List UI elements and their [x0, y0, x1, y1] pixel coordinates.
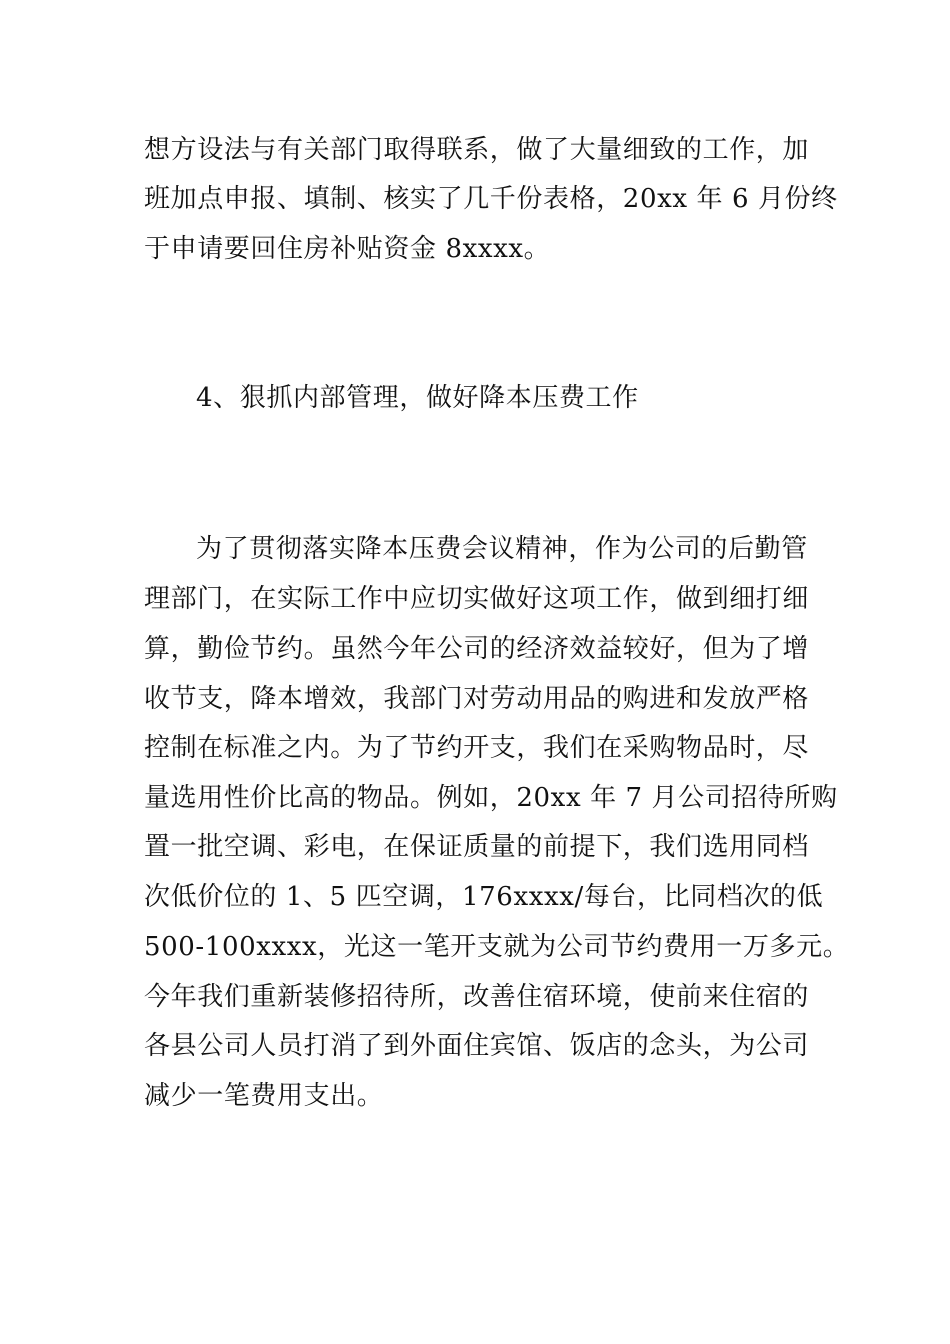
paragraph-line: 各县公司人员打消了到外面住宾馆、饭店的念头，为公司	[144, 1031, 810, 1061]
paragraph-line: 控制在标准之内。为了节约开支，我们在采购物品时，尽	[144, 733, 810, 763]
paragraph-line: 次低价位的 1、5 匹空调，176xxxx/每台，比同档次的低	[144, 882, 824, 912]
paragraph-line: 500-100xxxx，光这一笔开支就为公司节约费用一万多元。	[144, 932, 850, 962]
paragraph-line: 今年我们重新装修招待所，改善住宿环境，使前来住宿的	[144, 982, 810, 1012]
paragraph-line: 班加点申报、填制、核实了几千份表格，20xx 年 6 月份终	[144, 184, 838, 214]
paragraph-line: 理部门，在实际工作中应切实做好这项工作，做到细打细	[144, 584, 810, 614]
paragraph-line: 减少一笔费用支出。	[144, 1081, 384, 1111]
paragraph-line: 置一批空调、彩电，在保证质量的前提下，我们选用同档	[144, 832, 810, 862]
paragraph-line: 为了贯彻落实降本压费会议精神，作为公司的后勤管	[196, 534, 808, 564]
paragraph-line: 算，勤俭节约。虽然今年公司的经济效益较好，但为了增	[144, 634, 810, 664]
paragraph-line: 收节支，降本增效，我部门对劳动用品的购进和发放严格	[144, 684, 810, 714]
paragraph-line: 想方设法与有关部门取得联系，做了大量细致的工作，加	[144, 135, 810, 165]
paragraph-line: 于申请要回住房补贴资金 8xxxx。	[144, 234, 551, 264]
section-heading: 4、狠抓内部管理，做好降本压费工作	[196, 383, 639, 413]
paragraph-line: 量选用性价比高的物品。例如，20xx 年 7 月公司招待所购	[144, 783, 838, 813]
